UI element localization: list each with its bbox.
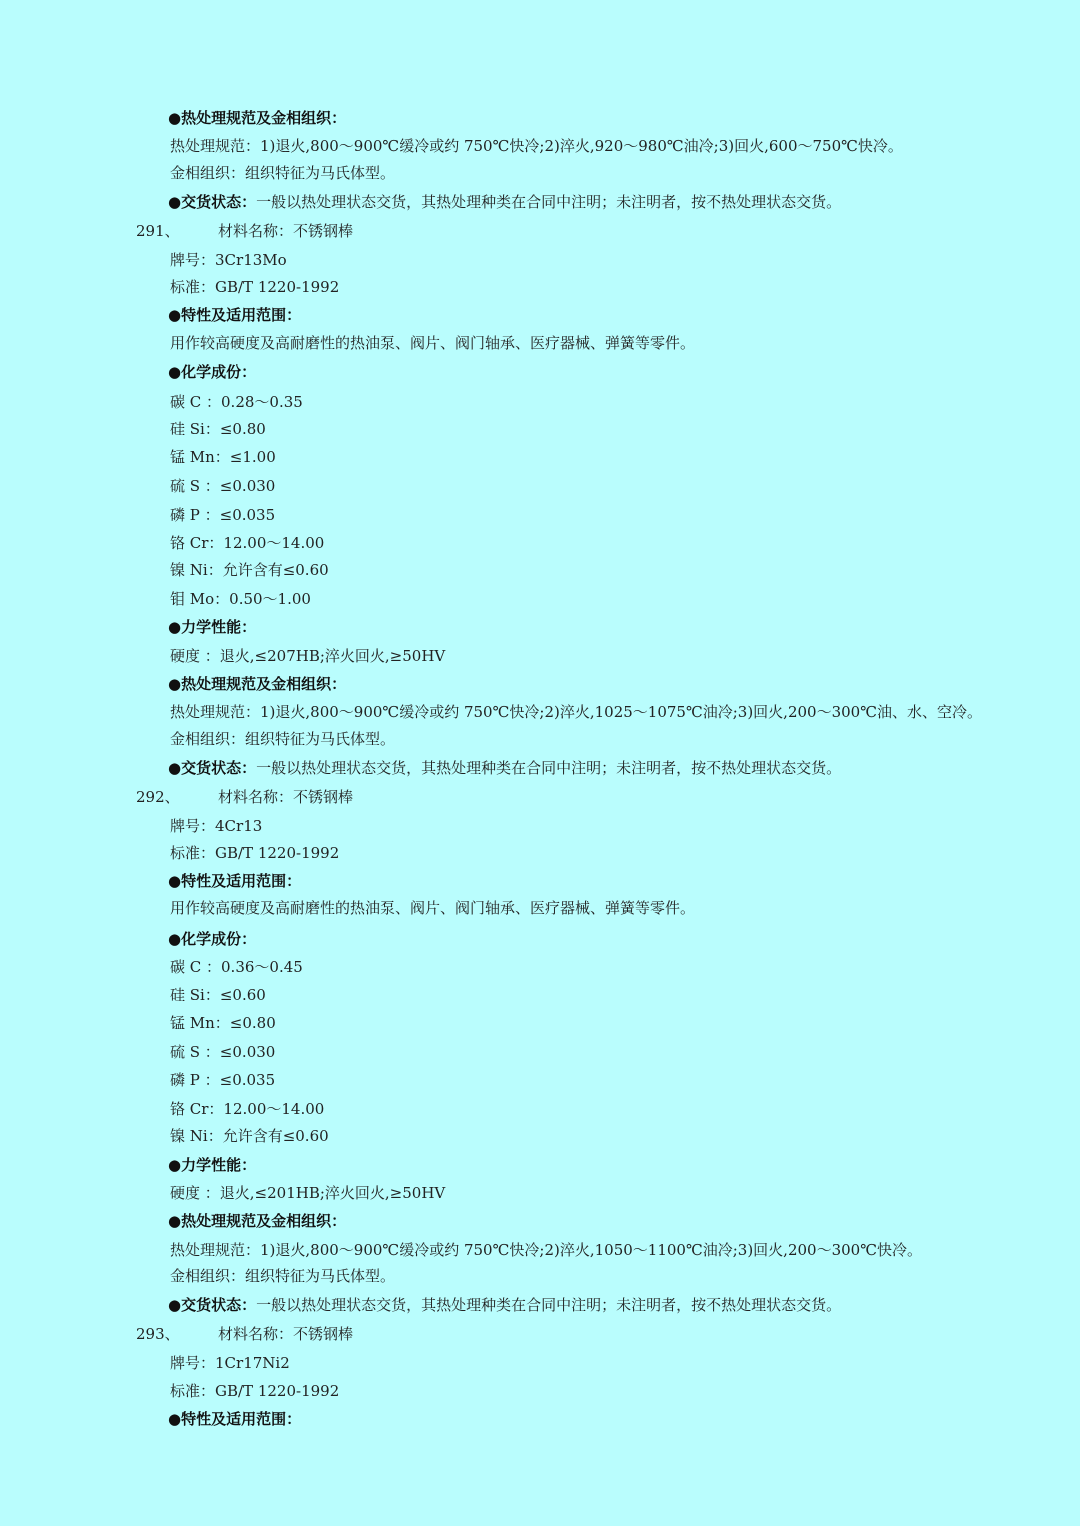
scope-text: 用作较高硬度及高耐磨性的热油泵、阀片、阀门轴承、医疗器械、弹簧等零件。 [170,899,696,917]
chem-row: 磷 P ：≤0.035 [170,1071,276,1089]
chem-row: 镍 Ni：允许含有≤0.60 [170,561,329,579]
delivery-line: ●交货状态：一般以热处理状态交货，其热处理种类在合同中注明；未注明者，按不热处理状态交货。 [168,193,842,211]
chem-row: 锰 Mn：≤1.00 [170,448,276,466]
delivery-line: ●交货状态：一般以热处理状态交货，其热处理种类在合同中注明；未注明者，按不热处理状态交货。 [168,759,842,777]
entry-number: 291、 [136,222,180,240]
entry-header [136,1324,353,1344]
section-heading: ●特性及适用范围： [168,1410,302,1428]
material-name: 材料名称：不锈钢棒 [218,788,354,806]
chem-row: 硅 Si：≤0.80 [170,420,266,438]
chem-row: 碳 C ：0.28～0.35 [170,393,303,411]
section-heading: ●化学成份： [168,930,257,948]
chem-row: 铬 Cr：12.00～14.00 [170,534,325,552]
heat-spec-line: 热处理规范：1)退火,800～900℃缓冷或约 750℃快冷;2)淬火,1025～1075℃油冷;3)回火,200～300℃油、水、空冷。 [170,703,982,721]
section-heading: ●特性及适用范围： [168,306,302,324]
section-heading: ●特性及适用范围： [168,872,302,890]
entry-number: 292、 [136,788,180,806]
section-heading: ●热处理规范及金相组织： [168,1212,347,1230]
grade-line: 牌号：3Cr13Mo [170,251,287,269]
entry-header [136,221,353,241]
grade-line: 牌号：1Cr17Ni2 [170,1354,290,1372]
hardness-line: 硬度 ：退火,≤201HB;淬火回火,≥50HV [170,1184,446,1202]
delivery-line: ●交货状态：一般以热处理状态交货，其热处理种类在合同中注明；未注明者，按不热处理状态交货。 [168,1296,842,1314]
section-heading: ●力学性能： [168,618,257,636]
chem-row: 碳 C ：0.36～0.45 [170,958,303,976]
material-name: 材料名称：不锈钢棒 [218,222,354,240]
chem-row: 镍 Ni：允许含有≤0.60 [170,1127,329,1145]
microstructure-line: 金相组织：组织特征为马氏体型。 [170,730,396,748]
scope-text: 用作较高硬度及高耐磨性的热油泵、阀片、阀门轴承、医疗器械、弹簧等零件。 [170,334,696,352]
microstructure-line: 金相组织：组织特征为马氏体型。 [170,164,396,182]
chem-row: 钼 Mo：0.50～1.00 [170,590,311,608]
grade-line: 牌号：4Cr13 [170,817,263,835]
entry-number: 293、 [136,1325,180,1343]
standard-line: 标准：GB/T 1220-1992 [170,844,340,862]
hardness-line: 硬度 ：退火,≤207HB;淬火回火,≥50HV [170,647,446,665]
chem-row: 硫 S ：≤0.030 [170,477,276,495]
chem-row: 铬 Cr：12.00～14.00 [170,1100,325,1118]
chem-row: 硅 Si：≤0.60 [170,986,266,1004]
entry-header [136,787,353,807]
material-name: 材料名称：不锈钢棒 [218,1325,354,1343]
section-heading: ●热处理规范及金相组织： [168,109,347,127]
section-heading: ●热处理规范及金相组织： [168,675,347,693]
standard-line: 标准：GB/T 1220-1992 [170,1382,340,1400]
chem-row: 磷 P ：≤0.035 [170,506,276,524]
section-heading: ●力学性能： [168,1156,257,1174]
section-heading: ●化学成份： [168,363,257,381]
microstructure-line: 金相组织：组织特征为马氏体型。 [170,1267,396,1285]
heat-spec-line: 热处理规范：1)退火,800～900℃缓冷或约 750℃快冷;2)淬火,920～980℃油冷;3)回火,600～750℃快冷。 [170,137,903,155]
chem-row: 锰 Mn：≤0.80 [170,1014,276,1032]
chem-row: 硫 S ：≤0.030 [170,1043,276,1061]
standard-line: 标准：GB/T 1220-1992 [170,278,340,296]
heat-spec-line: 热处理规范：1)退火,800～900℃缓冷或约 750℃快冷;2)淬火,1050～1100℃油冷;3)回火,200～300℃快冷。 [170,1241,922,1259]
